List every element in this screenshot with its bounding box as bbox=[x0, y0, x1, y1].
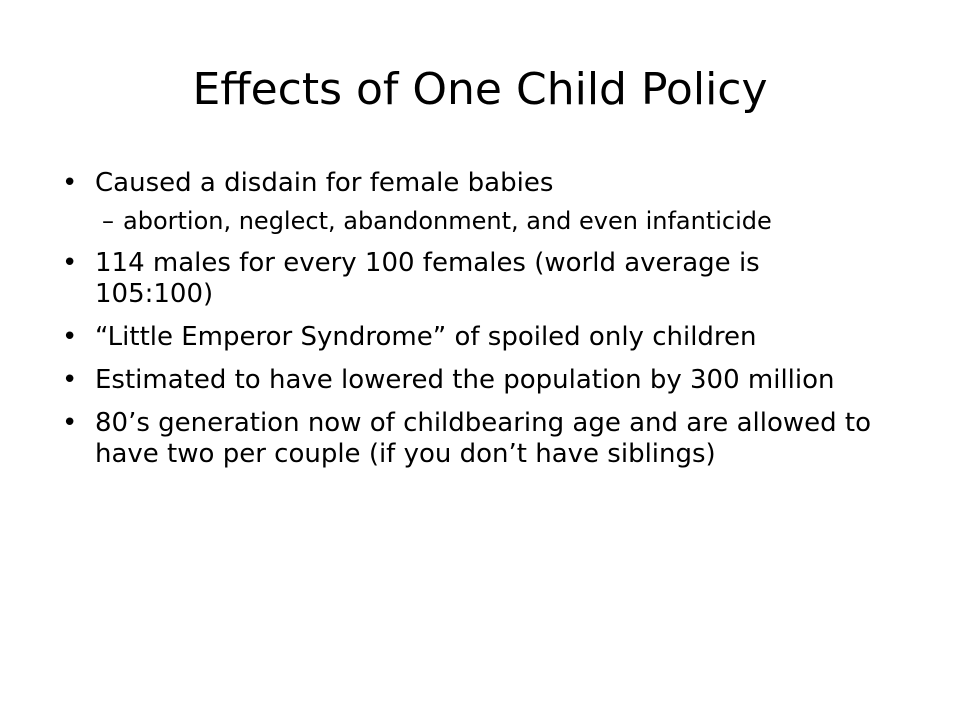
bullet-dot-icon: • bbox=[62, 365, 78, 395]
bullet-text: 114 males for every 100 females (world average is 105:100) bbox=[95, 248, 760, 309]
slide-title: Effects of One Child Policy bbox=[192, 64, 768, 115]
sub-bullet-item bbox=[62, 207, 849, 236]
dash-icon: – bbox=[102, 207, 114, 235]
bullet-text: Estimated to have lowered the population by 300 million bbox=[95, 365, 835, 395]
bullet-item bbox=[62, 168, 882, 236]
bullet-dot-icon: • bbox=[62, 248, 78, 278]
sub-bullet-text: abortion, neglect, abandonment, and even infanticide bbox=[123, 207, 772, 235]
bullet-text: 80’s generation now of childbearing age and are allowed to have two per couple (if you don’t have siblings) bbox=[95, 408, 871, 469]
bullet-item bbox=[62, 408, 882, 470]
bullet-item bbox=[62, 365, 882, 396]
bullet-text: Caused a disdain for female babies bbox=[95, 168, 554, 198]
bullet-item bbox=[62, 248, 882, 310]
bullet-dot-icon: • bbox=[62, 322, 78, 352]
bullet-dot-icon: • bbox=[62, 168, 78, 198]
bullet-item bbox=[62, 322, 882, 353]
bullet-list bbox=[62, 168, 882, 470]
bullet-dot-icon: • bbox=[62, 408, 78, 438]
bullet-text: “Little Emperor Syndrome” of spoiled only children bbox=[95, 322, 757, 352]
